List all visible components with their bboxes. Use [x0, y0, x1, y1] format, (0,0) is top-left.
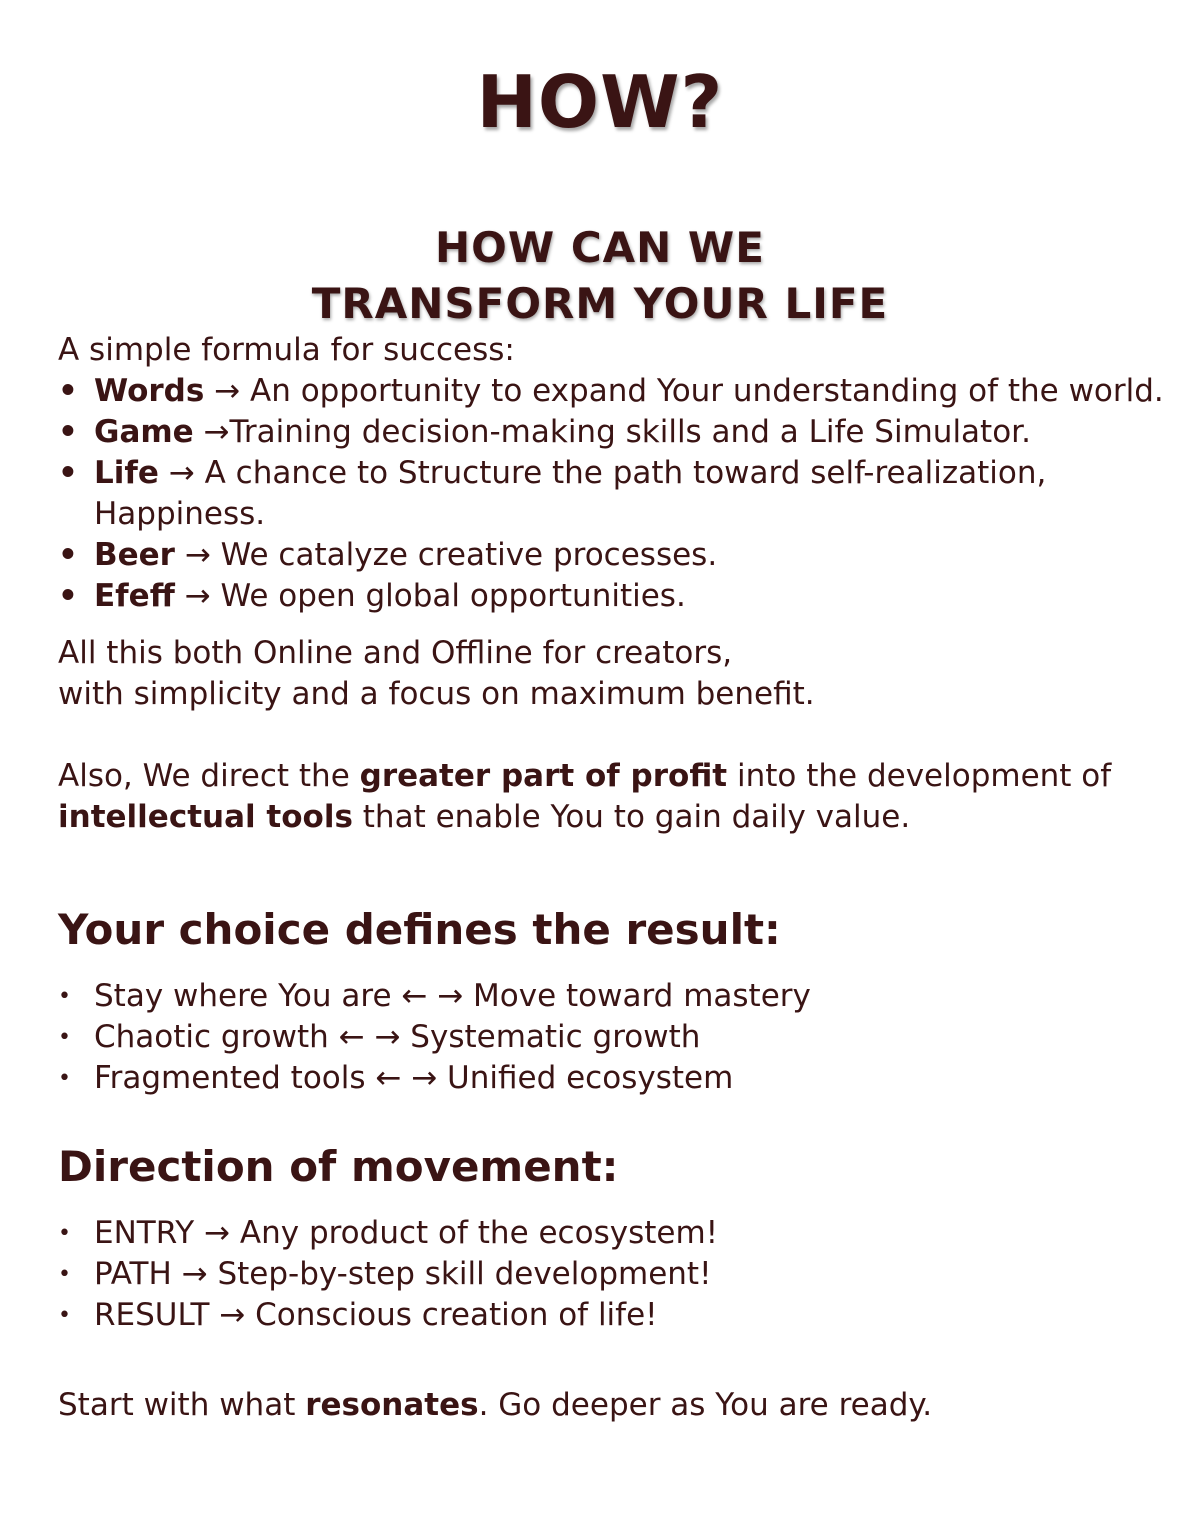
direction-item: • RESULT → Conscious creation of life!	[58, 1295, 1168, 1336]
direction-item: • ENTRY → Any product of the ecosystem!	[58, 1213, 1168, 1254]
formula-term: Efeff	[94, 578, 175, 614]
formula-term: Beer	[94, 537, 175, 573]
profit-part-2: into the development of	[727, 758, 1112, 794]
formula-text: → An opportunity to expand Your understanding of the world.	[204, 373, 1164, 409]
formula-text: → A chance to Structure the path toward self-realization, Happiness.	[94, 455, 1047, 532]
profit-bold-2: intellectual tools	[58, 799, 353, 835]
formula-item-words	[58, 371, 1168, 412]
profit-bold-1: greater part of profit	[359, 758, 728, 794]
direction-item: • PATH → Step-by-step skill development!	[58, 1254, 1168, 1295]
subtitle-line-1: HOW CAN WE	[435, 223, 765, 272]
formula-text: → We open global opportunities.	[174, 578, 686, 614]
formula-item-efeff	[58, 576, 1168, 617]
formula-text: → We catalyze creative processes.	[174, 537, 718, 573]
online-offline-line-2: with simplicity and a focus on maximum benefit.	[58, 676, 815, 712]
formula-item-game	[58, 412, 1168, 453]
online-offline-line-1: All this both Online and Offline for creators,	[58, 635, 733, 671]
choice-heading: Your choice defines the result:	[58, 905, 781, 954]
direction-heading: Direction of movement:	[58, 1142, 619, 1191]
subtitle	[0, 220, 1200, 332]
formula-list	[58, 371, 1168, 617]
formula-item-life	[58, 453, 1168, 535]
profit-part-1: Also, We direct the	[58, 758, 360, 794]
closing-bold: resonates	[305, 1387, 479, 1423]
subtitle-line-2: TRANSFORM YOUR LIFE	[311, 279, 889, 328]
choice-item: • Stay where You are ← → Move toward mastery	[58, 976, 1168, 1017]
formula-text: →Training decision-making skills and a Life Simulator.	[193, 414, 1031, 450]
intro-text: A simple formula for success:	[58, 332, 515, 368]
closing-part-1: Start with what	[58, 1387, 306, 1423]
content	[58, 330, 1168, 1426]
formula-item-beer	[58, 535, 1168, 576]
closing-text	[58, 1385, 1168, 1426]
direction-list	[58, 1213, 1168, 1336]
formula-term: Life	[94, 455, 159, 491]
choice-list	[58, 976, 1168, 1099]
closing-part-2: . Go deeper as You are ready.	[478, 1387, 933, 1423]
profit-text	[58, 756, 1168, 838]
choice-item: • Fragmented tools ← → Unified ecosystem	[58, 1058, 1168, 1099]
main-title: HOW?	[476, 60, 724, 144]
formula-term: Game	[94, 414, 194, 450]
formula-term: Words	[94, 373, 205, 409]
profit-part-3: that enable You to gain daily value.	[352, 799, 911, 835]
online-offline-text	[58, 633, 1168, 715]
choice-item: • Chaotic growth ← → Systematic growth	[58, 1017, 1168, 1058]
